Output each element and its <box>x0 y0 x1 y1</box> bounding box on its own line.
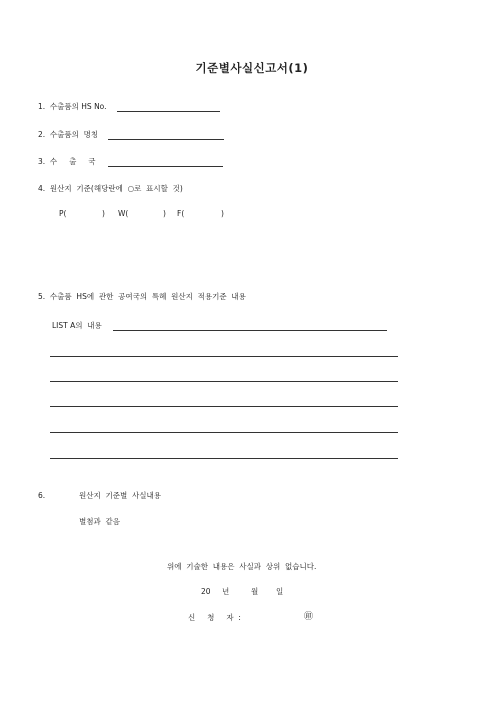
criterion-f-label[interactable]: F( <box>177 209 185 218</box>
day-unit: 일 <box>276 587 284 596</box>
list-a-field[interactable] <box>113 330 387 331</box>
attached-note: 별첨과 같음 <box>79 517 120 526</box>
item-5-label: 5. 수출품 HS에 관한 공여국의 특혜 원산지 적용기준 내용 <box>38 292 246 301</box>
page-title: 기준별사실신고서(1) <box>195 61 309 75</box>
item-1-label: 1. 수출품의 HS No. <box>38 102 107 111</box>
criterion-w-label[interactable]: W( <box>118 209 129 218</box>
export-country-field[interactable] <box>108 166 223 167</box>
item-6-label: 원산지 기준별 사실내용 <box>79 491 161 500</box>
content-line-3[interactable] <box>50 406 398 407</box>
year-prefix: 20 <box>201 587 211 596</box>
hs-no-field[interactable] <box>117 111 220 112</box>
year-unit: 년 <box>222 587 230 596</box>
criterion-p-close: ) <box>102 209 105 218</box>
item-3-label: 3. 수 출 국 <box>38 157 96 166</box>
declaration-statement: 위에 기술한 내용은 사실과 상위 없습니다. <box>167 562 317 571</box>
item-6-number: 6. <box>38 491 46 500</box>
product-name-field[interactable] <box>108 139 224 140</box>
seal-mark: ㊞ <box>304 612 314 622</box>
item-4-label: 4. 원산지 기준(해당란에 ○로 표시할 것) <box>38 184 183 193</box>
content-line-1[interactable] <box>50 356 398 357</box>
applicant-label: 신 청 자 : <box>188 613 241 622</box>
criterion-f-close: ) <box>221 209 224 218</box>
criterion-w-close: ) <box>163 209 166 218</box>
content-line-4[interactable] <box>50 432 398 433</box>
item-2-label: 2. 수출품의 명칭 <box>38 130 99 139</box>
list-a-label: LIST A의 내용 <box>52 321 102 330</box>
month-unit: 월 <box>251 587 259 596</box>
content-line-5[interactable] <box>50 458 398 459</box>
criterion-p-label[interactable]: P( <box>59 209 67 218</box>
content-line-2[interactable] <box>50 381 398 382</box>
